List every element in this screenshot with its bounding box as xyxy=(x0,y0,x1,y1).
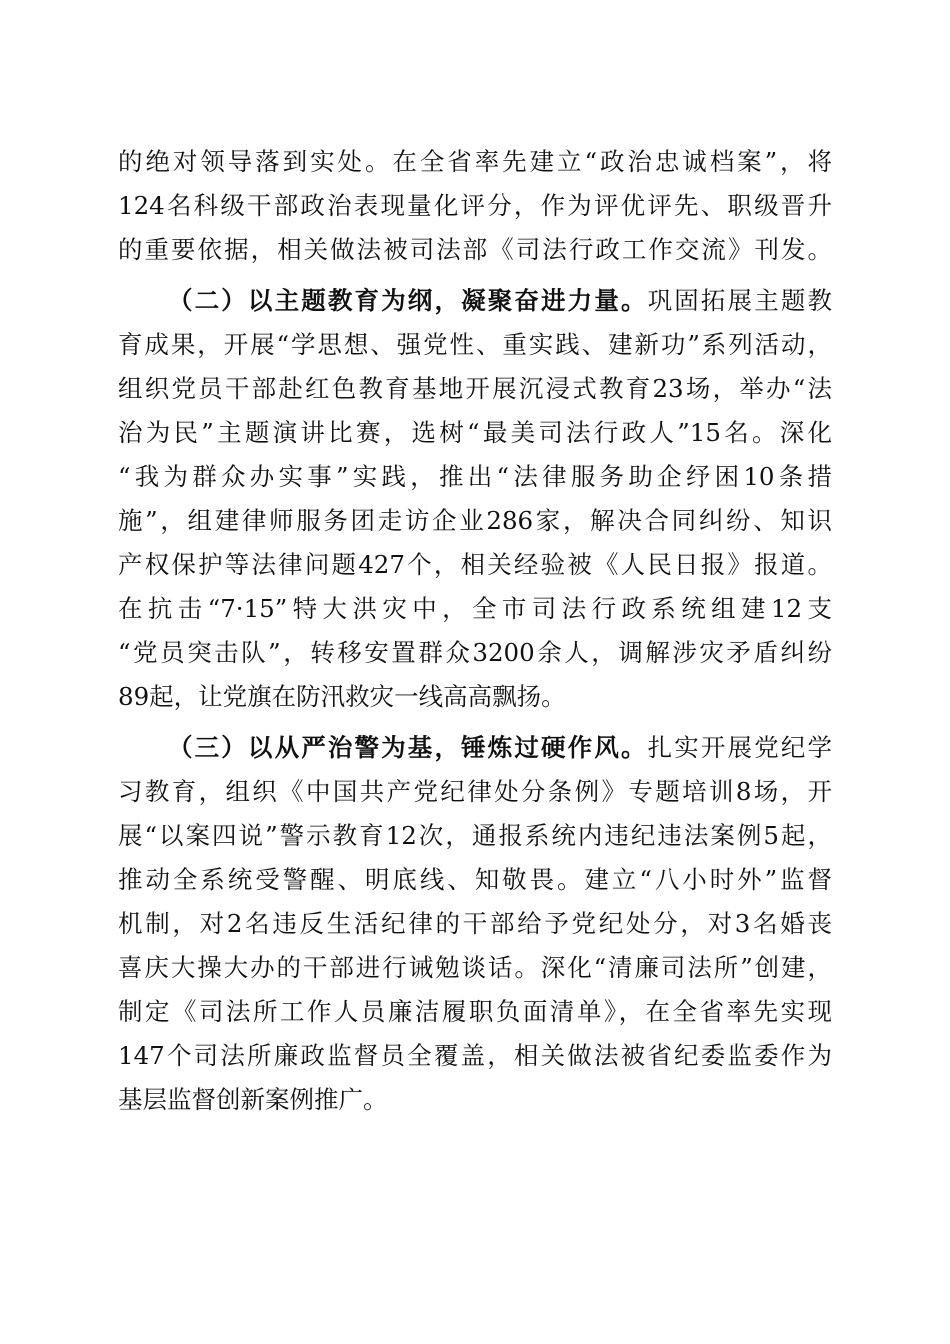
line-text: 展“以案四说”警示教育12次，通报系统内违纪违法案例5起， xyxy=(118,821,832,850)
line-text: 的绝对领导落到实处。在全省率先建立“政治忠诚档案”，将 xyxy=(118,147,832,176)
line-text: “我为群众办实事”实践，推出“法律服务助企纾困10条措 xyxy=(118,462,832,491)
text-line xyxy=(0,228,950,272)
line-text: 124名科级干部政治表现量化评分，作为评优评先、职级晋升 xyxy=(118,191,832,220)
line-text: 产权保护等法律问题427个，相关经验被《人民日报》报道。 xyxy=(118,550,832,579)
section-three-heading: （三）以从严治警为基，锤炼过硬作风。 xyxy=(168,733,648,762)
text-line xyxy=(0,499,950,543)
text-line xyxy=(0,140,950,184)
line-text: 在抗击“7·15”特大洪灾中，全市司法行政系统组建12支 xyxy=(118,594,832,623)
line-text xyxy=(168,279,832,323)
line-text: 施”，组建律师服务团走访企业286家，解决合同纠纷、知识 xyxy=(118,506,832,535)
line-text: 机制，对2名违反生活纪律的干部给予党纪处分，对3名婚丧 xyxy=(118,909,832,938)
text-line xyxy=(0,1078,950,1122)
text-line xyxy=(0,675,950,719)
text-line xyxy=(0,367,950,411)
line-text: 习教育，组织《中国共产党纪律处分条例》专题培训8场，开 xyxy=(118,777,832,806)
line-text xyxy=(168,726,832,770)
text-line xyxy=(0,946,950,990)
text-line xyxy=(0,858,950,902)
text-line xyxy=(0,814,950,858)
line-text: 组织党员干部赴红色教育基地开展沉浸式教育23场，举办“法 xyxy=(118,374,832,403)
text-line xyxy=(0,455,950,499)
text-line xyxy=(0,184,950,228)
line-text: 治为民”主题演讲比赛，选树“最美司法行政人”15名。深化 xyxy=(118,418,832,447)
line-text: 147个司法所廉政监督员全覆盖，相关做法被省纪委监委作为 xyxy=(118,1041,832,1070)
line-text: 的重要依据，相关做法被司法部《司法行政工作交流》刊发。 xyxy=(118,235,832,264)
line-text: 喜庆大操大办的干部进行诫勉谈话。深化“清廉司法所”创建， xyxy=(118,953,832,982)
section-two-first-line xyxy=(0,279,950,323)
section-two-lead: 巩固拓展主题教 xyxy=(647,286,832,315)
text-line xyxy=(0,631,950,675)
text-line xyxy=(0,543,950,587)
line-text: 育成果，开展“学思想、强党性、重实践、建新功”系列活动， xyxy=(118,330,832,359)
line-text: 制定《司法所工作人员廉洁履职负面清单》，在全省率先实现 xyxy=(118,997,832,1026)
text-line xyxy=(0,902,950,946)
line-text: 基层监督创新案例推广。 xyxy=(118,1085,388,1114)
line-text: 89起，让党旗在防汛救灾一线高高飘扬。 xyxy=(118,682,566,711)
section-three-first-line xyxy=(0,726,950,770)
line-text: “党员突击队”，转移安置群众3200余人，调解涉灾矛盾纠纷 xyxy=(118,638,832,667)
section-two-heading: （二）以主题教育为纲，凝聚奋进力量。 xyxy=(168,286,648,315)
line-text: 推动全系统受警醒、明底线、知敬畏。建立“八小时外”监督 xyxy=(118,865,832,894)
text-line xyxy=(0,990,950,1034)
text-line xyxy=(0,411,950,455)
section-three-lead: 扎实开展党纪学 xyxy=(647,733,832,762)
text-line xyxy=(0,1034,950,1078)
text-line xyxy=(0,323,950,367)
text-line xyxy=(0,770,950,814)
text-line xyxy=(0,587,950,631)
